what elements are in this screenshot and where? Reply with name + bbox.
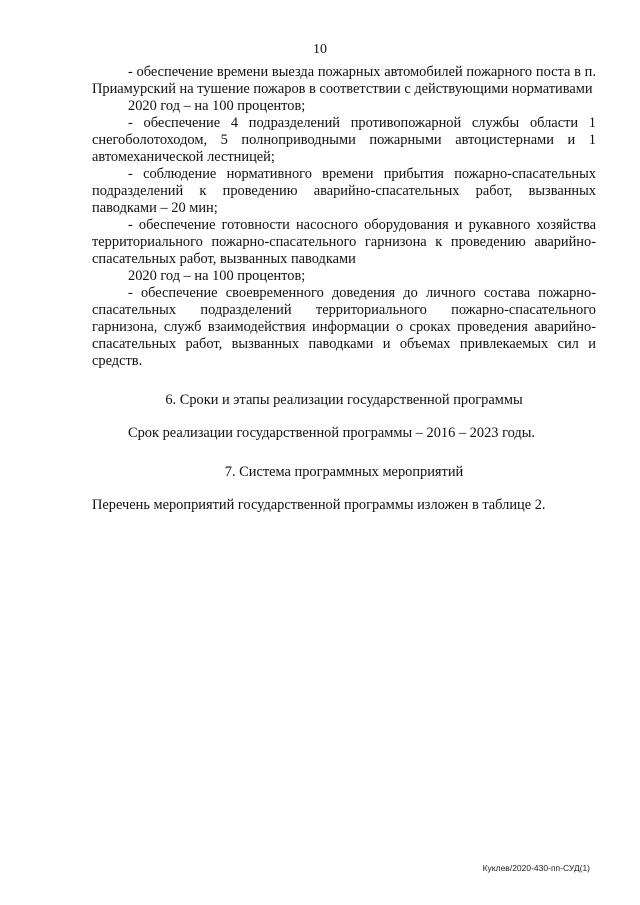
paragraph-2020-target-2: 2020 год – на 100 процентов; [128, 268, 306, 284]
paragraph-arrival-time: - соблюдение нормативного времени прибытия пожарно-спасательных подразделений к проведению аварийно-спасательных работ, вызванных паводками – 20 мин; [92, 166, 596, 216]
paragraph-equipment-supply: - обеспечение 4 подразделений противопожарной службы области 1 снегоболотоходом, 5 полноприводными пожарными автоцистернами и 1 автомеханической лестницей; [92, 115, 596, 165]
paragraph-pump-readiness: - обеспечение готовности насосного оборудования и рукавного хозяйства территориального пожарно-спасательного гарнизона к проведению аварийно-спасательных работ, вызванных паводками [92, 217, 596, 267]
paragraph-2020-target-1: 2020 год – на 100 процентов; [128, 98, 306, 114]
paragraph-fire-departure-time: - обеспечение времени выезда пожарных автомобилей пожарного поста в п. Приамурский на тушение пожаров в соответствии с действующими нормативами [92, 64, 596, 97]
section-7-text: Перечень мероприятий государственной программы изложен в таблице 2. [92, 497, 546, 513]
section-6-title: 6. Сроки и этапы реализации государственной программы [165, 392, 523, 408]
paragraph-information-delivery: - обеспечение своевременного доведения до личного состава пожарно-спасательных подразделений территориального пожарно-спасательного гарнизона, служб взаимодействия информации о сроках проведения аварийно-спасательных работ, вызванных паводками и объемах привлекаемых сил и средств. [92, 285, 596, 369]
section-6-text: Срок реализации государственной программы – 2016 – 2023 годы. [128, 425, 535, 441]
document-body [92, 64, 596, 514]
page-number: 10 [313, 42, 327, 57]
document-registration-code: Куклев/2020-430-пп-СУД(1) [482, 863, 590, 873]
section-7-title: 7. Система программных мероприятий [224, 464, 464, 480]
